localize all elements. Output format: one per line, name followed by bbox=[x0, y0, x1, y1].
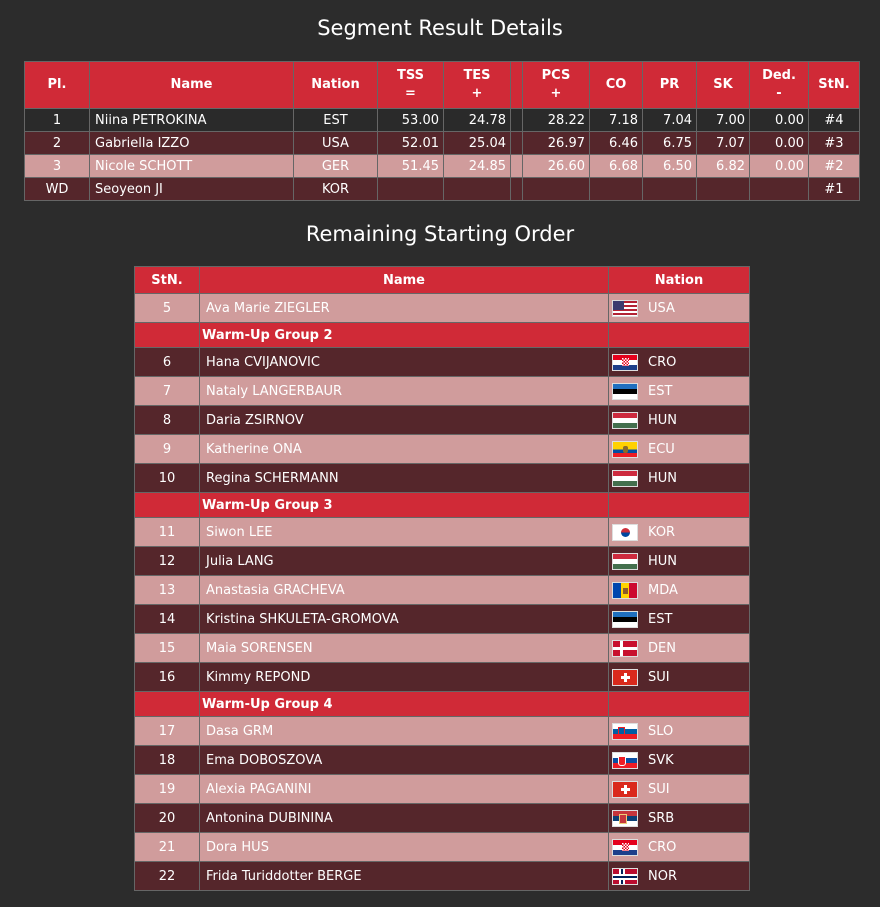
skater-name[interactable]: Kimmy REPOND bbox=[200, 663, 609, 692]
start-number: 15 bbox=[135, 634, 200, 663]
tes-value bbox=[444, 178, 511, 201]
header-pcs[interactable] bbox=[523, 62, 590, 109]
nation-cell bbox=[609, 294, 750, 323]
nation-code: SRB bbox=[648, 810, 675, 826]
skater-name[interactable]: Ava Marie ZIEGLER bbox=[200, 294, 609, 323]
stn-value: #4 bbox=[809, 109, 860, 132]
header-spacer bbox=[511, 62, 523, 109]
starting-order-row[interactable] bbox=[135, 634, 750, 663]
tes-value[interactable]: 24.78 bbox=[444, 109, 511, 132]
skater-name[interactable]: Dasa GRM bbox=[200, 717, 609, 746]
start-number: 19 bbox=[135, 775, 200, 804]
nation-code: EST bbox=[648, 611, 673, 627]
header-name[interactable]: Name bbox=[90, 62, 294, 109]
nation-cell bbox=[609, 406, 750, 435]
co-value: 7.18 bbox=[590, 109, 643, 132]
nation-cell bbox=[609, 717, 750, 746]
nation-cell bbox=[609, 518, 750, 547]
ded-label: Ded. bbox=[762, 68, 796, 83]
place: 1 bbox=[25, 109, 90, 132]
start-number: 5 bbox=[135, 294, 200, 323]
start-number: 22 bbox=[135, 862, 200, 891]
warm-up-group-label: Warm-Up Group 4 bbox=[200, 692, 609, 717]
header-tes[interactable] bbox=[444, 62, 511, 109]
nation-cell bbox=[609, 464, 750, 493]
pcs-value bbox=[523, 178, 590, 201]
starting-order-row[interactable] bbox=[135, 377, 750, 406]
starting-order-row[interactable] bbox=[135, 663, 750, 692]
header-tss[interactable] bbox=[378, 62, 444, 109]
nation-cell bbox=[609, 576, 750, 605]
nation-cell bbox=[609, 634, 750, 663]
pcs-value[interactable]: 26.97 bbox=[523, 132, 590, 155]
segment-results-title: Segment Result Details bbox=[317, 16, 563, 40]
usa-flag-icon bbox=[612, 300, 638, 317]
warm-up-group-row bbox=[135, 323, 750, 348]
starting-order-row[interactable] bbox=[135, 833, 750, 862]
serbia-flag-icon bbox=[612, 810, 638, 827]
switzerland-flag-icon bbox=[612, 781, 638, 798]
result-row[interactable] bbox=[25, 132, 860, 155]
header-ded[interactable] bbox=[750, 62, 809, 109]
spacer-cell bbox=[511, 132, 523, 155]
nation-code: EST bbox=[648, 383, 673, 399]
skater-name[interactable]: Daria ZSIRNOV bbox=[200, 406, 609, 435]
group-spacer bbox=[609, 692, 750, 717]
pr-value: 6.50 bbox=[643, 155, 697, 178]
ded-value bbox=[750, 178, 809, 201]
nation-cell bbox=[609, 804, 750, 833]
start-number: 12 bbox=[135, 547, 200, 576]
start-number: 13 bbox=[135, 576, 200, 605]
co-value: 6.46 bbox=[590, 132, 643, 155]
tss-value: 51.45 bbox=[378, 155, 444, 178]
pcs-label: PCS bbox=[541, 68, 571, 83]
skater-name[interactable]: Julia LANG bbox=[200, 547, 609, 576]
ded-value: 0.00 bbox=[750, 132, 809, 155]
group-spacer bbox=[135, 692, 200, 717]
stn-value: #2 bbox=[809, 155, 860, 178]
place: 3 bbox=[25, 155, 90, 178]
tss-value: 53.00 bbox=[378, 109, 444, 132]
pcs-operator: + bbox=[550, 86, 562, 101]
skater-name[interactable]: Seoyeon JI bbox=[90, 178, 294, 201]
header-nation: Nation bbox=[609, 267, 750, 294]
nation-code: HUN bbox=[648, 470, 678, 486]
moldova-flag-icon bbox=[612, 582, 638, 599]
spacer-cell bbox=[511, 178, 523, 201]
nation-code: SLO bbox=[648, 723, 674, 739]
starting-order-row[interactable] bbox=[135, 406, 750, 435]
ecuador-flag-icon bbox=[612, 441, 638, 458]
header-stn[interactable]: StN. bbox=[809, 62, 860, 109]
nation-code: HUN bbox=[648, 553, 678, 569]
pcs-value[interactable]: 26.60 bbox=[523, 155, 590, 178]
tes-label: TES bbox=[463, 68, 491, 83]
skater-name[interactable]: Kristina SHKULETA-GROMOVA bbox=[200, 605, 609, 634]
hungary-flag-icon bbox=[612, 553, 638, 570]
hungary-flag-icon bbox=[612, 470, 638, 487]
ded-value: 0.00 bbox=[750, 155, 809, 178]
start-number: 20 bbox=[135, 804, 200, 833]
sk-value: 7.07 bbox=[697, 132, 750, 155]
ded-value: 0.00 bbox=[750, 109, 809, 132]
result-row[interactable] bbox=[25, 178, 860, 201]
nation: KOR bbox=[294, 178, 378, 201]
pr-value: 7.04 bbox=[643, 109, 697, 132]
tes-value[interactable]: 24.85 bbox=[444, 155, 511, 178]
skater-name[interactable]: Nicole SCHOTT bbox=[90, 155, 294, 178]
norway-flag-icon bbox=[612, 868, 638, 885]
place: 2 bbox=[25, 132, 90, 155]
croatia-flag-icon bbox=[612, 354, 638, 371]
ded-operator: - bbox=[776, 86, 782, 101]
nation-cell bbox=[609, 746, 750, 775]
tes-operator: + bbox=[471, 86, 483, 101]
denmark-flag-icon bbox=[612, 640, 638, 657]
tss-value bbox=[378, 178, 444, 201]
start-number: 14 bbox=[135, 605, 200, 634]
start-number: 6 bbox=[135, 348, 200, 377]
nation-code: SUI bbox=[648, 669, 670, 685]
nation-cell bbox=[609, 605, 750, 634]
estonia-flag-icon bbox=[612, 611, 638, 628]
start-number: 11 bbox=[135, 518, 200, 547]
start-number: 18 bbox=[135, 746, 200, 775]
start-number: 10 bbox=[135, 464, 200, 493]
place: WD bbox=[25, 178, 90, 201]
warm-up-group-label: Warm-Up Group 2 bbox=[200, 323, 609, 348]
skater-name[interactable]: Anastasia GRACHEVA bbox=[200, 576, 609, 605]
skater-name[interactable]: Frida Turiddotter BERGE bbox=[200, 862, 609, 891]
group-spacer bbox=[609, 323, 750, 348]
nation-cell bbox=[609, 547, 750, 576]
header-place[interactable]: Pl. bbox=[25, 62, 90, 109]
warm-up-group-label: Warm-Up Group 3 bbox=[200, 493, 609, 518]
header-co[interactable]: CO bbox=[590, 62, 643, 109]
spacer-cell bbox=[511, 109, 523, 132]
nation-code: SUI bbox=[648, 781, 670, 797]
nation-cell bbox=[609, 663, 750, 692]
switzerland-flag-icon bbox=[612, 669, 638, 686]
co-value: 6.68 bbox=[590, 155, 643, 178]
start-number: 21 bbox=[135, 833, 200, 862]
slovenia-flag-icon bbox=[612, 723, 638, 740]
nation-cell bbox=[609, 348, 750, 377]
segment-results-table bbox=[24, 61, 860, 201]
stn-value: #1 bbox=[809, 178, 860, 201]
slovakia-flag-icon bbox=[612, 752, 638, 769]
skater-name[interactable]: Gabriella IZZO bbox=[90, 132, 294, 155]
skater-name[interactable]: Maia SORENSEN bbox=[200, 634, 609, 663]
starting-order-row[interactable] bbox=[135, 605, 750, 634]
result-row[interactable] bbox=[25, 155, 860, 178]
group-spacer bbox=[135, 493, 200, 518]
nation-code: SVK bbox=[648, 752, 674, 768]
starting-order-row[interactable] bbox=[135, 862, 750, 891]
tss-operator: = bbox=[405, 86, 416, 101]
estonia-flag-icon bbox=[612, 383, 638, 400]
skater-name[interactable]: Nataly LANGERBAUR bbox=[200, 377, 609, 406]
nation-code: USA bbox=[648, 300, 675, 316]
warm-up-group-row bbox=[135, 692, 750, 717]
header-sk[interactable]: SK bbox=[697, 62, 750, 109]
group-spacer bbox=[135, 323, 200, 348]
nation-cell bbox=[609, 775, 750, 804]
nation-code: CRO bbox=[648, 354, 677, 370]
nation-code: ECU bbox=[648, 441, 675, 457]
header-start-number: StN. bbox=[135, 267, 200, 294]
starting-order-row[interactable] bbox=[135, 717, 750, 746]
co-value bbox=[590, 178, 643, 201]
nation-code: NOR bbox=[648, 868, 677, 884]
start-number: 16 bbox=[135, 663, 200, 692]
nation: USA bbox=[294, 132, 378, 155]
skater-name[interactable]: Siwon LEE bbox=[200, 518, 609, 547]
starting-order-row[interactable] bbox=[135, 804, 750, 833]
sk-value: 6.82 bbox=[697, 155, 750, 178]
skater-name[interactable]: Antonina DUBININA bbox=[200, 804, 609, 833]
start-number: 8 bbox=[135, 406, 200, 435]
spacer-cell bbox=[511, 155, 523, 178]
nation-code: HUN bbox=[648, 412, 678, 428]
results-header-row bbox=[25, 62, 860, 109]
result-row[interactable] bbox=[25, 109, 860, 132]
nation-cell bbox=[609, 435, 750, 464]
header-pr[interactable]: PR bbox=[643, 62, 697, 109]
starting-order-title: Remaining Starting Order bbox=[305, 222, 575, 246]
order-header-row bbox=[135, 267, 750, 294]
nation-cell bbox=[609, 377, 750, 406]
starting-order-row[interactable] bbox=[135, 294, 750, 323]
group-spacer bbox=[609, 493, 750, 518]
nation: GER bbox=[294, 155, 378, 178]
start-number: 17 bbox=[135, 717, 200, 746]
nation-code: DEN bbox=[648, 640, 676, 656]
start-number: 7 bbox=[135, 377, 200, 406]
starting-order-row[interactable] bbox=[135, 348, 750, 377]
nation-code: KOR bbox=[648, 524, 676, 540]
sk-value bbox=[697, 178, 750, 201]
pcs-value[interactable]: 28.22 bbox=[523, 109, 590, 132]
starting-order-row[interactable] bbox=[135, 576, 750, 605]
stn-value: #3 bbox=[809, 132, 860, 155]
sk-value: 7.00 bbox=[697, 109, 750, 132]
nation: EST bbox=[294, 109, 378, 132]
starting-order-row[interactable] bbox=[135, 464, 750, 493]
starting-order-row[interactable] bbox=[135, 518, 750, 547]
tes-value[interactable]: 25.04 bbox=[444, 132, 511, 155]
header-name: Name bbox=[200, 267, 609, 294]
korea-flag-icon bbox=[612, 524, 638, 541]
pr-value: 6.75 bbox=[643, 132, 697, 155]
skater-name[interactable]: Katherine ONA bbox=[200, 435, 609, 464]
header-nation[interactable]: Nation bbox=[294, 62, 378, 109]
start-number: 9 bbox=[135, 435, 200, 464]
tss-value: 52.01 bbox=[378, 132, 444, 155]
skater-name[interactable]: Regina SCHERMANN bbox=[200, 464, 609, 493]
hungary-flag-icon bbox=[612, 412, 638, 429]
pr-value bbox=[643, 178, 697, 201]
skater-name[interactable]: Hana CVIJANOVIC bbox=[200, 348, 609, 377]
skater-name[interactable]: Niina PETROKINA bbox=[90, 109, 294, 132]
nation-code: CRO bbox=[648, 839, 677, 855]
tss-label: TSS bbox=[396, 68, 424, 83]
skater-name[interactable]: Dora HUS bbox=[200, 833, 609, 862]
skater-name[interactable]: Ema DOBOSZOVA bbox=[200, 746, 609, 775]
starting-order-table bbox=[134, 266, 750, 891]
nation-code: MDA bbox=[648, 582, 678, 598]
nation-cell bbox=[609, 833, 750, 862]
starting-order-row[interactable] bbox=[135, 435, 750, 464]
starting-order-row[interactable] bbox=[135, 746, 750, 775]
starting-order-row[interactable] bbox=[135, 775, 750, 804]
skater-name[interactable]: Alexia PAGANINI bbox=[200, 775, 609, 804]
nation-cell bbox=[609, 862, 750, 891]
starting-order-row[interactable] bbox=[135, 547, 750, 576]
warm-up-group-row bbox=[135, 493, 750, 518]
croatia-flag-icon bbox=[612, 839, 638, 856]
